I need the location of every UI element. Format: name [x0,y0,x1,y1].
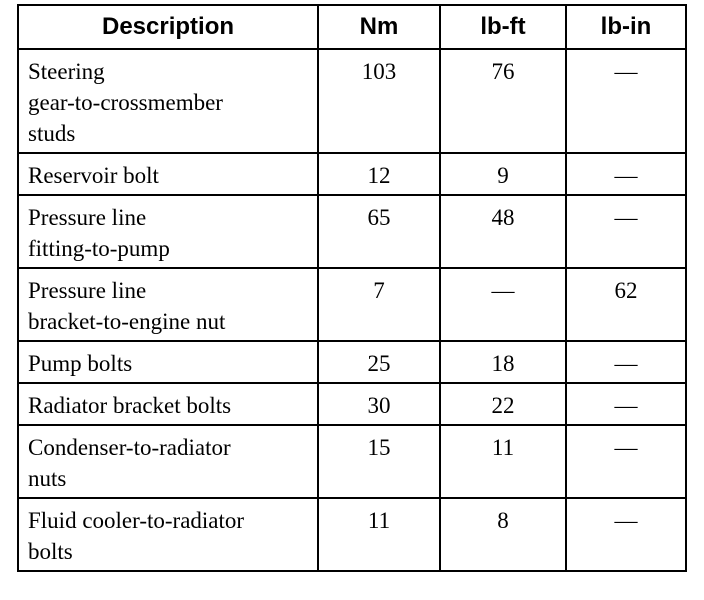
description-line: Reservoir bolt [28,163,159,188]
lb-in-value: — [566,195,686,268]
description-line: fitting-to-pump [28,236,170,261]
torque-spec-table [17,4,687,572]
description-line: Radiator bracket bolts [28,393,232,418]
table-row [18,383,686,425]
table-row [18,153,686,195]
nm-value: 65 [318,195,440,268]
nm-value: 30 [318,383,440,425]
description-cell [18,341,318,383]
nm-value: 7 [318,268,440,341]
lb-ft-value: 18 [440,341,566,383]
lb-ft-value: 76 [440,49,566,153]
description-line: Pump bolts [28,351,133,376]
table-body [18,49,686,571]
lb-in-value: 62 [566,268,686,341]
description-line: bolts [28,539,73,564]
table-row [18,195,686,268]
description-cell [18,268,318,341]
table-row [18,425,686,498]
description-cell [18,498,318,571]
lb-ft-value: 8 [440,498,566,571]
description-line: Pressure line [28,278,147,303]
table-header [18,5,686,49]
lb-in-value: — [566,425,686,498]
header-description: Description [18,5,318,49]
description-cell [18,49,318,153]
description-cell [18,153,318,195]
description-cell [18,195,318,268]
description-line: gear-to-crossmember [28,90,223,115]
description-line: studs [28,121,76,146]
header-row [18,5,686,49]
header-lb-ft: lb-ft [440,5,566,49]
lb-ft-value: — [440,268,566,341]
lb-in-value: — [566,498,686,571]
description-cell [18,425,318,498]
lb-in-value: — [566,383,686,425]
table-row [18,498,686,571]
lb-ft-value: 11 [440,425,566,498]
lb-in-value: — [566,49,686,153]
nm-value: 12 [318,153,440,195]
lb-ft-value: 22 [440,383,566,425]
nm-value: 103 [318,49,440,153]
nm-value: 11 [318,498,440,571]
nm-value: 25 [318,341,440,383]
description-line: Condenser-to-radiator [28,435,231,460]
lb-ft-value: 48 [440,195,566,268]
header-nm: Nm [318,5,440,49]
table-row [18,49,686,153]
header-lb-in: lb-in [566,5,686,49]
lb-in-value: — [566,153,686,195]
description-line: bracket-to-engine nut [28,309,226,334]
description-line: nuts [28,466,67,491]
description-line: Steering [28,59,105,84]
nm-value: 15 [318,425,440,498]
lb-in-value: — [566,341,686,383]
table-row [18,341,686,383]
lb-ft-value: 9 [440,153,566,195]
description-line: Fluid cooler-to-radiator [28,508,245,533]
table-row [18,268,686,341]
description-cell [18,383,318,425]
description-line: Pressure line [28,205,147,230]
